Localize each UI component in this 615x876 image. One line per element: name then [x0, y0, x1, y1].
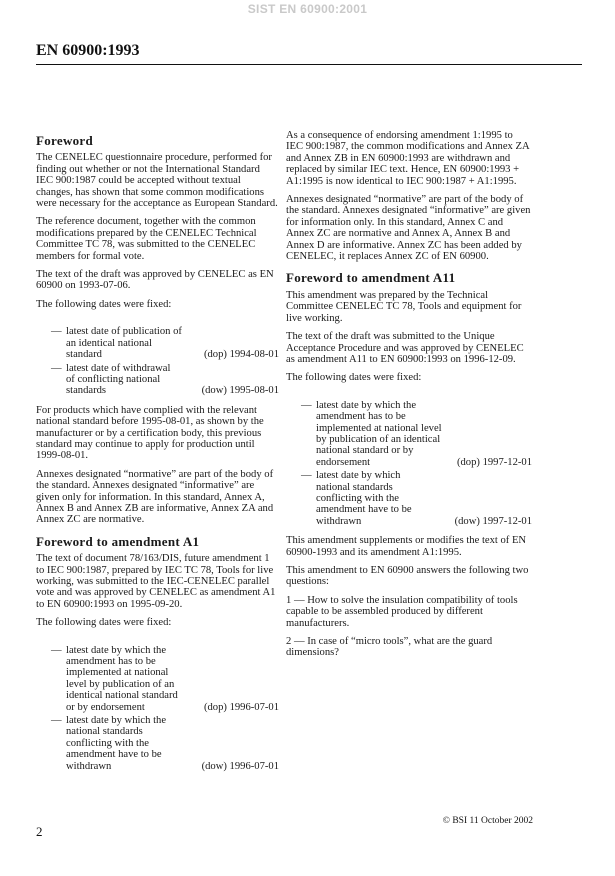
- question-2: 2 — In case of “micro tools”, what are the guard dimensions?: [286, 636, 493, 659]
- a11-paragraph-5: This amendment to EN 60900 answers the following two questions:: [286, 565, 529, 588]
- dash: —: [51, 362, 62, 374]
- foreword-paragraph-1: The CENELEC questionnaire procedure, performed for finding out whether or not the International Standard IEC 900:1987 could be accepted without textual changes, has shown that some common modifications were necessary for the acceptance as European Standard.: [36, 152, 278, 210]
- right-column: [286, 130, 532, 666]
- date-item-text: latest date by which the national standards conflicting with the amendment have to be withdrawn: [66, 715, 167, 772]
- date-item-text: latest date of withdrawal of conflicting national standards: [66, 362, 171, 397]
- foreword-heading: Foreword: [36, 133, 94, 148]
- right-paragraph-1: As a consequence of endorsing amendment 1:1995 to IEC 900:1987, the common modifications and Annex ZA and Annex ZB in EN 60900:1993 are withdrawn and replaced by similar IEC text. Hence, EN 60900:1993 + A1:1995 is now identical to IEC 900:1987 + A1:1995.: [286, 130, 530, 187]
- dash: —: [301, 399, 312, 411]
- date-item-date: (dop) 1994-08-01: [203, 349, 279, 361]
- dates-list-a11: [286, 400, 532, 527]
- date-item-text: latest date by which the amendment has to be implemented at national level by publication of an identical national standard or by endorsement: [316, 399, 442, 468]
- page-number: 2: [36, 824, 43, 839]
- date-item: [36, 645, 279, 713]
- foreword-paragraph-2: The reference document, together with the common modifications prepared by the CENELEC Technical Committee TC 78, was submitted to the CENELEC members for formal vote.: [36, 216, 257, 262]
- date-item: [286, 470, 532, 527]
- date-item-date: (dop) 1997-12-01: [456, 456, 532, 468]
- date-item: [36, 326, 279, 360]
- right-paragraph-2: Annexes designated “normative” are part of the body of the standard. Annexes designated “informative” are given for information only. In this standard, Annex C and Annex ZC are normative and Annex A, Annex B and Annex D are informative. Annex ZC has been added by CENELEC, it replaces Annex ZC of EN 60900.: [286, 194, 531, 263]
- a1-paragraph-1: The text of document 78/163/DIS, future amendment 1 to IEC 900:1987, prepared by IEC TC 78, Tools for live working, was submitted to the IEC-CENELEC parallel vote and was approved by CENELEC as amendment A1 to EN 60900:1993 on 1995-09-20.: [36, 553, 276, 610]
- copyright-notice: © BSI 11 October 2002: [442, 816, 533, 826]
- dash: —: [51, 326, 62, 338]
- foreword-paragraph-5: For products which have complied with the relevant national standard before 1995-08-01, as shown by the manufacturer or by a certification body, this previous standard may continue to apply for production until 1999-08-01.: [36, 404, 264, 462]
- date-item-date: (dow) 1996-07-01: [201, 760, 279, 772]
- dates-list-a1: [36, 645, 279, 772]
- date-item-text: latest date by which the amendment has to be implemented at national level by publication of an identical national standard or by endorsement: [66, 644, 178, 713]
- header-rule: [36, 64, 582, 65]
- date-item-text: latest date of publication of an identical national standard: [66, 326, 182, 361]
- a11-paragraph-1: This amendment was prepared by the Technical Committee CENELEC TC 78, Tools and equipment for live working.: [286, 289, 522, 324]
- a11-paragraph-3: The following dates were fixed:: [286, 372, 422, 384]
- date-item-date: (dow) 1995-08-01: [201, 385, 279, 397]
- date-item: [286, 400, 532, 468]
- question-1: 1 — How to solve the insulation compatibility of tools capable to be assembled produced by different manufacturers.: [286, 594, 518, 629]
- left-column: [36, 127, 279, 780]
- document-id: EN 60900:1993: [36, 42, 140, 59]
- date-item-date: (dop) 1996-07-01: [203, 701, 279, 713]
- foreword-paragraph-3: The text of the draft was approved by CENELEC as EN 60900 on 1993-07-06.: [36, 269, 274, 292]
- dates-list-foreword: [36, 326, 279, 396]
- a11-paragraph-4: This amendment supplements or modifies the text of EN 60900-1993 and its amendment A1:1995.: [286, 535, 527, 558]
- date-item: [36, 363, 279, 397]
- a11-paragraph-2: The text of the draft was submitted to the Unique Acceptance Procedure and was approved by CENELEC as amendment A11 to EN 60900:1993 on 1996-12-09.: [286, 331, 524, 365]
- foreword-paragraph-6: Annexes designated “normative” are part of the body of the standard. Annexes designated “informative” are given only for information. In this standard, Annex A, Annex B and Annex ZB are informative, Annex ZA and Annex ZC are normative.: [36, 468, 274, 526]
- watermark: SIST EN 60900:2001: [247, 2, 368, 16]
- a1-paragraph-2: The following dates were fixed:: [36, 617, 172, 629]
- date-item-text: latest date by which national standards conflicting with the amendment have to be withdrawn: [316, 470, 412, 527]
- dash: —: [51, 715, 62, 727]
- date-item: [36, 715, 279, 772]
- amendment-a1-heading: Foreword to amendment A1: [36, 533, 200, 549]
- amendment-a11-heading: Foreword to amendment A11: [286, 270, 456, 286]
- dash: —: [51, 644, 62, 656]
- dash: —: [301, 470, 312, 482]
- date-item-date: (dow) 1997-12-01: [454, 515, 532, 527]
- foreword-paragraph-4: The following dates were fixed:: [36, 298, 172, 310]
